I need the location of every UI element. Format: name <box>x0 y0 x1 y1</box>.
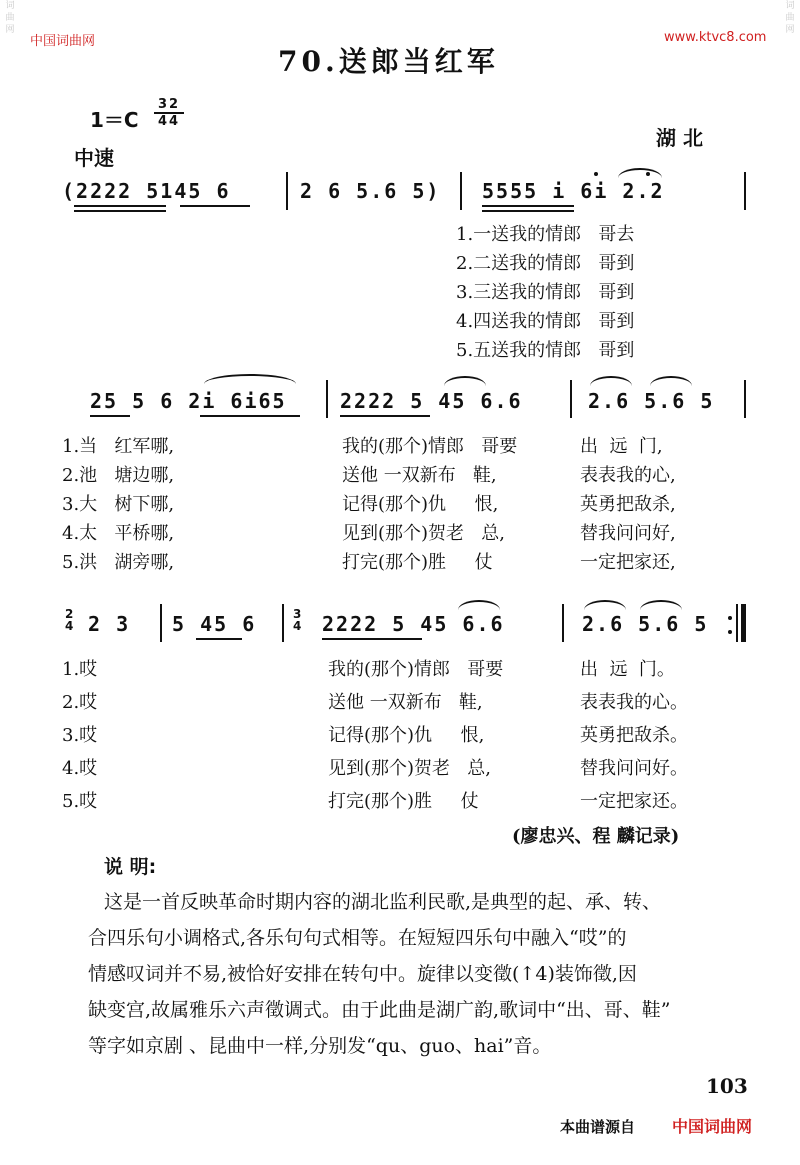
score-r3-m3: 2222 5 45 6.6 <box>322 612 505 636</box>
lyric-intro-5: 5.五送我的情郎 哥到 <box>456 340 635 361</box>
barline <box>160 604 162 642</box>
slur <box>640 600 682 610</box>
time-signature-34: 34 <box>293 607 302 633</box>
time-signature: 32 44 <box>154 98 184 128</box>
lyric-intro-2: 2.二送我的情郎 哥到 <box>456 253 635 274</box>
region-label: 湖 北 <box>656 126 703 150</box>
watermark-left: 词 曲 网 <box>5 1 15 35</box>
slur <box>590 376 632 386</box>
lyric-b2-right-1: 出 远 门, <box>580 436 663 457</box>
site-link-right[interactable]: www.ktvc8.com <box>664 30 767 45</box>
slur <box>458 600 500 610</box>
beam <box>180 205 250 207</box>
notes-line-2: 合四乐句小调格式,各乐句句式相等。在短短四乐句中融入“哎”的 <box>88 927 627 949</box>
slur <box>618 168 662 178</box>
transcription-credit: (廖忠兴、程 麟记录) <box>512 826 680 847</box>
score-r1-m2: 2 6 5.6 5) <box>300 179 441 203</box>
barline <box>744 380 746 418</box>
beam <box>90 415 130 417</box>
lyric-b2-left-5: 5.洪 湖旁哪, <box>62 552 175 573</box>
beam <box>322 638 422 640</box>
lyric-b2-right-3: 英勇把敌杀, <box>580 494 676 515</box>
lyric-b3-right-2: 表表我的心。 <box>580 692 688 713</box>
lyric-b3-left-5: 5.哎 <box>62 791 98 812</box>
score-r1-m1: (2222 5145 6 <box>62 179 231 203</box>
beam <box>482 210 574 212</box>
lyric-b2-mid-3: 记得(那个)仇 恨, <box>342 494 499 515</box>
score-r2-m1: 25 5 6 2i 6i65 <box>90 389 287 413</box>
slur <box>204 374 296 384</box>
score-r2-m3: 2.6 5.6 5 <box>588 389 715 413</box>
beam <box>482 205 574 207</box>
lyric-b2-right-2: 表表我的心, <box>580 465 676 486</box>
score-r1-m3: 5555 i 6i 2.2 <box>482 179 665 203</box>
barline <box>460 172 462 210</box>
lyric-b2-right-4: 替我问问好, <box>580 523 676 544</box>
lyric-b2-left-3: 3.大 树下哪, <box>62 494 175 515</box>
notes-line-5: 等字如京剧 、昆曲中一样,分别发“qu、guo、hai”音。 <box>88 1035 552 1057</box>
lyric-intro-1: 1.一送我的情郎 哥去 <box>456 224 635 245</box>
lyric-b2-mid-4: 见到(那个)贺老 总, <box>342 523 505 544</box>
score-r3-m1: 2 3 <box>88 612 131 636</box>
score-r3-m4: 2.6 5.6 5 <box>582 612 709 636</box>
key-signature: 1＝C <box>90 108 139 132</box>
beam <box>200 415 300 417</box>
octave-dot <box>594 172 598 176</box>
lyric-b3-right-3: 英勇把敌杀。 <box>580 725 688 746</box>
slur <box>584 600 626 610</box>
repeat-dot <box>728 630 732 634</box>
barline <box>282 604 284 642</box>
lyric-b2-mid-2: 送他 一双新布 鞋, <box>342 465 497 486</box>
time-signature-24: 24 <box>65 607 74 633</box>
page-number: 103 <box>706 1074 748 1098</box>
slur <box>444 376 486 386</box>
lyric-b3-right-5: 一定把家还。 <box>580 791 688 812</box>
barline <box>286 172 288 210</box>
octave-dot <box>646 172 650 176</box>
footer-source-label: 本曲谱源自 <box>560 1118 636 1136</box>
barline <box>326 380 328 418</box>
lyric-b3-right-4: 替我问问好。 <box>580 758 688 779</box>
barline <box>562 604 564 642</box>
lyric-b2-left-1: 1.当 红军哪, <box>62 436 175 457</box>
beam <box>74 205 166 207</box>
repeat-dot <box>728 616 732 620</box>
beam <box>74 210 166 212</box>
lyric-b2-left-2: 2.池 塘边哪, <box>62 465 175 486</box>
lyric-b3-left-1: 1.哎 <box>62 659 98 680</box>
tempo-marking: 中速 <box>74 146 114 170</box>
watermark-right: 词 曲 网 <box>785 1 795 35</box>
beam <box>196 638 242 640</box>
notes-line-3: 情感叹词并不易,被恰好安排在转句中。旋律以变徵(↑4)装饰徵,因 <box>88 963 637 985</box>
lyric-b2-right-5: 一定把家还, <box>580 552 676 573</box>
lyric-b2-mid-5: 打完(那个)胜 仗 <box>342 552 493 573</box>
footer-site-link[interactable]: 中国词曲网 <box>672 1117 753 1136</box>
lyric-b3-right-1: 出 远 门。 <box>580 659 675 680</box>
song-title: 70.送郎当红军 <box>278 45 499 78</box>
lyric-b3-left-2: 2.哎 <box>62 692 98 713</box>
lyric-intro-4: 4.四送我的情郎 哥到 <box>456 311 635 332</box>
slur <box>650 376 692 386</box>
lyric-b2-mid-1: 我的(那个)情郎 哥要 <box>342 436 518 457</box>
score-r2-m2: 2222 5 45 6.6 <box>340 389 523 413</box>
barline <box>744 172 746 210</box>
notes-heading: 说 明: <box>104 856 157 878</box>
lyric-b3-mid-1: 我的(那个)情郎 哥要 <box>328 659 504 680</box>
lyric-intro-3: 3.三送我的情郎 哥到 <box>456 282 635 303</box>
lyric-b3-mid-2: 送他 一双新布 鞋, <box>328 692 483 713</box>
lyric-b3-mid-4: 见到(那个)贺老 总, <box>328 758 491 779</box>
score-r3-m2: 5 45 6 <box>172 612 257 636</box>
repeat-barline-thin <box>736 604 738 642</box>
lyric-b3-left-4: 4.哎 <box>62 758 98 779</box>
site-link-left[interactable]: 中国词曲网 <box>30 34 96 49</box>
lyric-b3-mid-3: 记得(那个)仇 恨, <box>328 725 485 746</box>
notes-line-1: 这是一首反映革命时期内容的湖北监利民歌,是典型的起、承、转、 <box>104 891 662 913</box>
barline <box>570 380 572 418</box>
lyric-b2-left-4: 4.太 平桥哪, <box>62 523 175 544</box>
lyric-b3-mid-5: 打完(那个)胜 仗 <box>328 791 479 812</box>
lyric-b3-left-3: 3.哎 <box>62 725 98 746</box>
beam <box>340 415 430 417</box>
repeat-barline-thick <box>741 604 746 642</box>
notes-line-4: 缺变宫,故属雅乐六声徵调式。由于此曲是湖广韵,歌词中“出、哥、鞋” <box>88 999 671 1021</box>
